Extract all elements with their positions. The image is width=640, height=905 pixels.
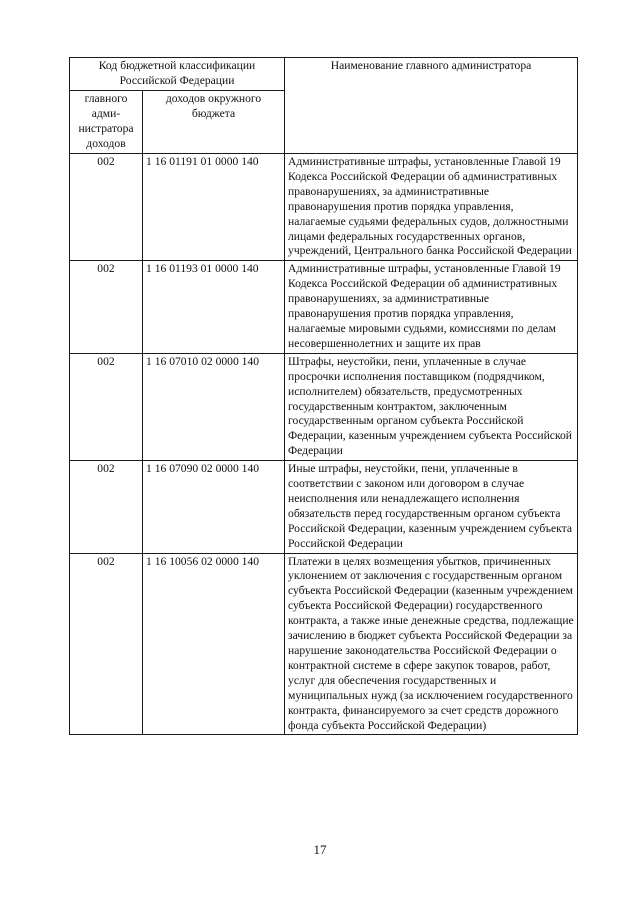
revenue-code-cell: 1 16 01191 01 0000 140 [143,154,285,261]
admin-code-cell: 002 [70,353,143,460]
table-row [70,353,578,460]
admin-code-cell: 002 [70,154,143,261]
administrator-name-cell: Иные штрафы, неустойки, пени, уплаченные в соответствии с законом или договором в случае неисполнения или ненадлежащего исполнения обязательств перед государственным органом субъекта Российской Федерации, казенным учреждением субъекта Российской Федерации [285,461,578,553]
table-row [70,553,578,735]
header-administrator-name: Наименование главного администратора [285,58,578,154]
revenue-code-cell: 1 16 07090 02 0000 140 [143,461,285,553]
admin-code-cell: 002 [70,553,143,735]
administrator-name-cell: Административные штрафы, установленные Главой 19 Кодекса Российской Федерации об административных правонарушениях, за административные правонарушения против порядка управления, налагаемые мировыми судьями, комиссиями по делам несовершеннолетних и защите их прав [285,261,578,353]
header-budget-code-group: Код бюджетной классификации Российской Федерации [70,58,285,91]
admin-code-cell: 002 [70,261,143,353]
administrator-name-cell: Штрафы, неустойки, пени, уплаченные в случае просрочки исполнения поставщиком (подрядчиком, исполнителем) обязательств, предусмотренных государственным контрактом, заключенным государственным органом субъекта Российской Федерации, казенным учреждением субъекта Российской Федерации [285,353,578,460]
administrator-name-cell: Административные штрафы, установленные Главой 19 Кодекса Российской Федерации об административных правонарушениях, за административные правонарушения против порядка управления, налагаемые судьями федеральных судов, должностными лицами федеральных государственных органов, учреждений, Центрального банка Российской Федерации [285,154,578,261]
revenue-code-cell: 1 16 07010 02 0000 140 [143,353,285,460]
revenue-code-cell: 1 16 01193 01 0000 140 [143,261,285,353]
table-row [70,261,578,353]
header-district-budget-revenue: доходов окружного бюджета [143,91,285,154]
header-main-administrator: главного адми-нистратора доходов [70,91,143,154]
table-row [70,154,578,261]
page-number: 17 [313,842,327,857]
table-row [70,461,578,553]
budget-classification-table [69,57,578,735]
admin-code-cell: 002 [70,461,143,553]
table-header-row [70,58,578,91]
administrator-name-cell: Платежи в целях возмещения убытков, причиненных уклонением от заключения с государственным органом субъекта Российской Федерации (казенным учреждением субъекта Российской Федерации) государственного контракта, а также иные денежные средства, подлежащие зачислению в бюджет субъекта Российской Федерации за нарушение законодательства Российской Федерации о контрактной системе в сфере закупок товаров, работ, услуг для обеспечения государственных и муниципальных нужд (за исключением государственного контракта, финансируемого за счет средств дорожного фонда субъекта Российской Федерации) [285,553,578,735]
revenue-code-cell: 1 16 10056 02 0000 140 [143,553,285,735]
